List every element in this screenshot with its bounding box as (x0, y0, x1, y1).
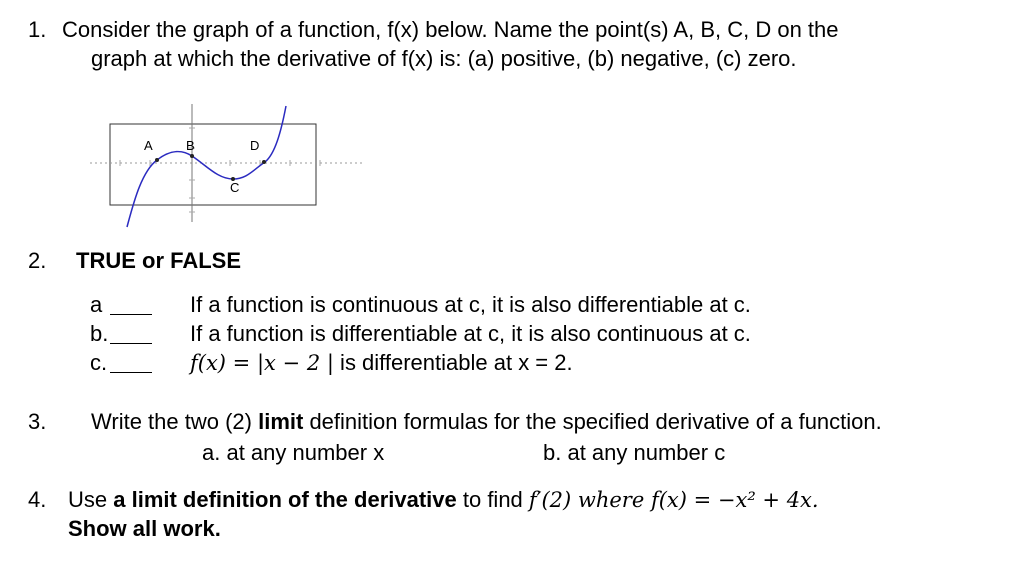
q4-line1 (68, 487, 819, 513)
q2-item-b-text: If a function is differentiable at c, it is also continuous at c. (190, 321, 751, 346)
q2-answer-a-blank[interactable] (110, 294, 152, 315)
point-a (155, 158, 159, 162)
q3-part-b: b. at any number c (543, 440, 726, 465)
q2-title: TRUE or FALSE (76, 248, 242, 273)
q4-number: 4. (28, 487, 47, 512)
q3-line (91, 409, 882, 435)
q3-bold: limit (258, 409, 304, 434)
q3-number: 3. (28, 409, 47, 434)
q4-line2: Show all work. (68, 516, 221, 541)
q1-line1: Consider the graph of a function, f(x) below. Name the point(s) A, B, C, D on the (62, 17, 839, 42)
function-graph (85, 100, 365, 235)
q2-item-c-text: is differentiable at x = 2. (333, 350, 573, 375)
q2-answer-c-blank[interactable] (110, 352, 152, 373)
graph-frame (110, 124, 316, 205)
q2-item-a-letter: a (90, 292, 103, 317)
q1-number: 1. (28, 17, 47, 42)
q2-item-c-math: f(x) = |x − 2 | (190, 351, 334, 375)
q4-pre: Use (68, 487, 114, 512)
q2-item-a-text: If a function is continuous at c, it is also differentiable at c. (190, 292, 751, 317)
q4-math: f′(2) where f(x) = −x² + 4x. (528, 488, 819, 512)
point-d (262, 160, 266, 164)
q3-part-a: a. at any number x (202, 440, 385, 465)
q2-item-c-letter: c. (90, 350, 108, 375)
point-b (190, 154, 194, 158)
q2-answer-b-blank[interactable] (110, 323, 152, 344)
q2-item-c-line (190, 350, 573, 376)
label-c: C (230, 180, 240, 195)
q2-number: 2. (28, 248, 47, 273)
q3-pre: Write the two (2) (91, 409, 259, 434)
q4-post: to find (456, 487, 529, 512)
q3-post: definition formulas for the specified derivative of a function. (303, 409, 882, 434)
q4-bold: a limit definition of the derivative (113, 487, 457, 512)
label-a: A (144, 138, 153, 153)
q1-line2: graph at which the derivative of f(x) is: (a) positive, (b) negative, (c) zero. (91, 46, 797, 71)
q2-item-b-letter: b. (90, 321, 109, 346)
label-d: D (250, 138, 260, 153)
label-b: B (186, 138, 195, 153)
